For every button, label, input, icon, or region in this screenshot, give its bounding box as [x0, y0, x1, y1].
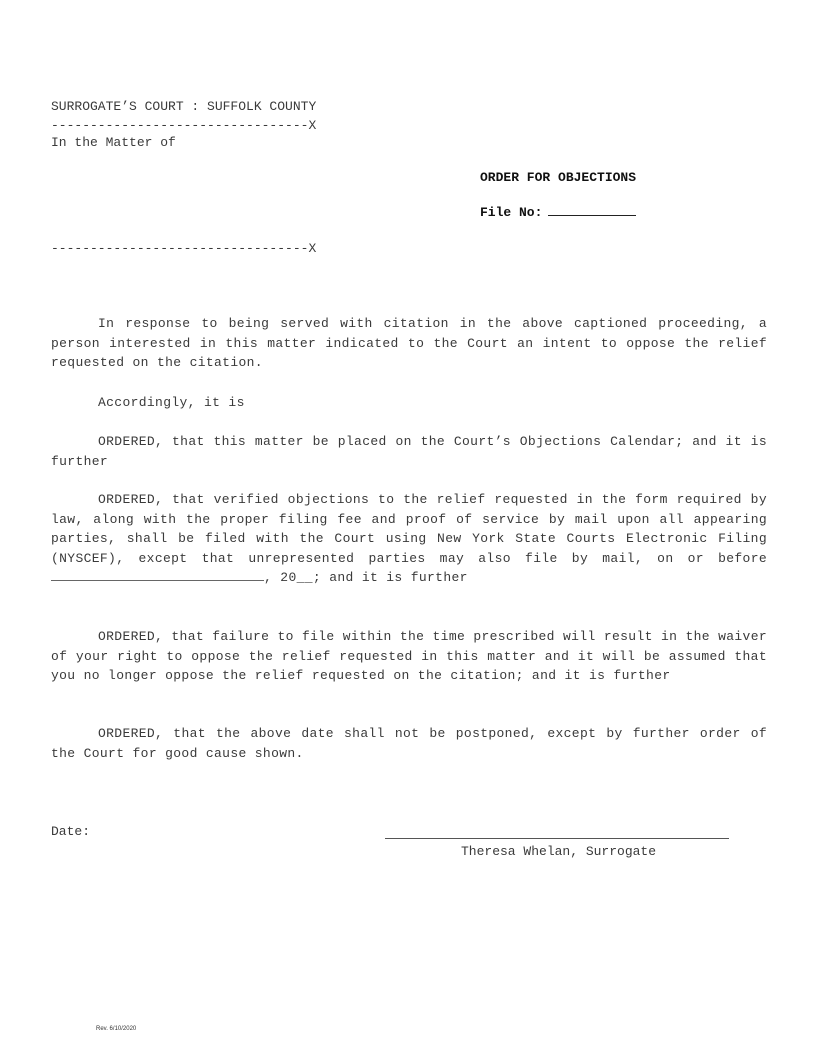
- filing-date-blank[interactable]: [51, 568, 264, 581]
- court-name: SURROGATE’S COURT : SUFFOLK COUNTY: [51, 99, 317, 114]
- date-label: Date:: [51, 824, 91, 839]
- caption-divider-bottom: ---------------------------------X: [51, 241, 317, 256]
- paragraph-accordingly: Accordingly, it is: [98, 395, 245, 410]
- file-number-label: File No:: [480, 205, 543, 220]
- file-number-blank[interactable]: [548, 203, 636, 216]
- paragraph-ordered-failure: ORDERED, that failure to file within the time prescribed will result in the waiver of your right to oppose the relief requested in this matter and it will be assumed that you no longer oppose the relief requested on the citation; and it is further: [51, 629, 767, 683]
- document-title: ORDER FOR OBJECTIONS: [480, 170, 637, 185]
- signer-name: Theresa Whelan, Surrogate: [461, 844, 657, 859]
- paragraph-ordered-objections: [51, 490, 767, 588]
- paragraph-ordered-postpone: ORDERED, that the above date shall not be postponed, except by further order of the Court for good cause shown.: [51, 726, 767, 761]
- matter-label: In the Matter of: [51, 135, 176, 150]
- objections-text-before: ORDERED, that verified objections to the relief requested in the form required by law, along with the proper filing fee and proof of service by mail upon all appearing parties, shall be filed with the Court using New York State Courts Electronic Filing (NYSCEF), except that unrepresented parties may also file by mail, on or before: [51, 492, 767, 566]
- file-number: [480, 203, 636, 223]
- paragraph-ordered-calendar: ORDERED, that this matter be placed on the Court’s Objections Calendar; and it is further: [51, 434, 767, 469]
- signature-line[interactable]: [385, 838, 729, 839]
- caption-divider-top: ---------------------------------X: [51, 118, 317, 133]
- paragraph-response: In response to being served with citation in the above captioned proceeding, a person interested in this matter indicated to the Court an intent to oppose the relief requested on the citation.: [51, 316, 767, 370]
- revision-date: Rev. 6/10/2020: [96, 1026, 137, 1032]
- objections-text-after: , 20__; and it is further: [264, 570, 468, 585]
